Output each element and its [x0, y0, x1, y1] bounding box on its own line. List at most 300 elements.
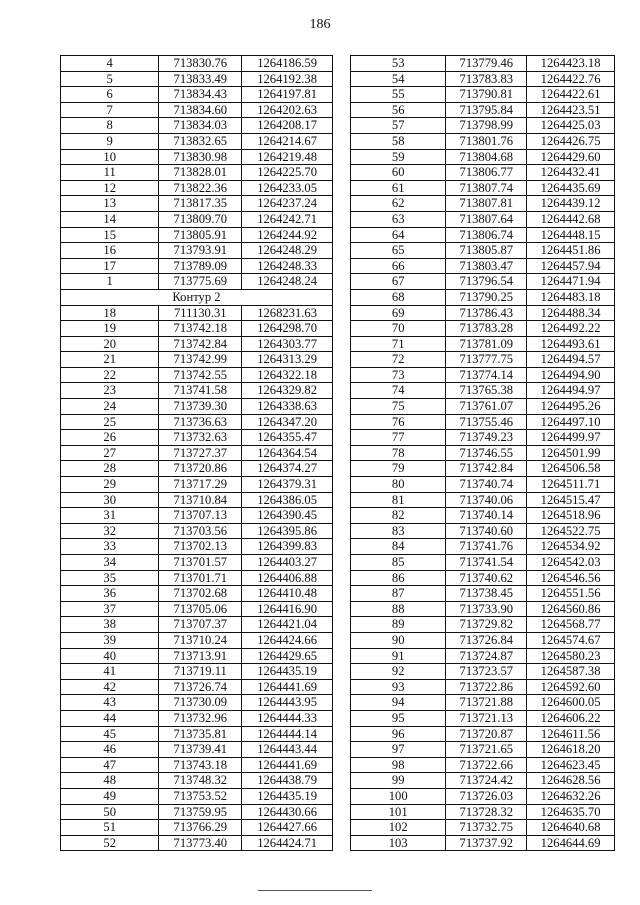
point-number-cell: 103 — [351, 835, 446, 851]
x-coordinate-cell: 713833.49 — [159, 71, 242, 87]
point-number-cell: 11 — [61, 165, 159, 181]
x-coordinate-cell: 713790.25 — [446, 289, 527, 305]
point-number-cell: 84 — [351, 539, 446, 555]
y-coordinate-cell: 1264233.05 — [242, 180, 333, 196]
x-coordinate-cell: 713727.37 — [159, 445, 242, 461]
point-number-cell: 17 — [61, 258, 159, 274]
x-coordinate-cell: 713777.75 — [446, 352, 527, 368]
x-coordinate-cell: 713737.92 — [446, 835, 527, 851]
y-coordinate-cell: 1264313.29 — [242, 352, 333, 368]
table-row — [61, 757, 333, 773]
table-row — [61, 383, 333, 399]
x-coordinate-cell: 713806.77 — [446, 165, 527, 181]
point-number-cell: 65 — [351, 243, 446, 259]
point-number-cell: 41 — [61, 664, 159, 680]
x-coordinate-cell: 713724.87 — [446, 648, 527, 664]
y-coordinate-cell: 1264495.26 — [527, 399, 615, 415]
x-coordinate-cell: 713739.41 — [159, 742, 242, 758]
point-number-cell: 35 — [61, 570, 159, 586]
table-row — [61, 508, 333, 524]
point-number-cell: 78 — [351, 445, 446, 461]
point-number-cell: 53 — [351, 56, 446, 72]
point-number-cell: 70 — [351, 321, 446, 337]
point-number-cell: 1 — [61, 274, 159, 290]
x-coordinate-cell: 713726.84 — [446, 632, 527, 648]
point-number-cell: 42 — [61, 679, 159, 695]
table-row — [61, 586, 333, 602]
x-coordinate-cell: 713735.81 — [159, 726, 242, 742]
table-row — [351, 149, 615, 165]
x-coordinate-cell: 713739.30 — [159, 399, 242, 415]
y-coordinate-cell: 1264379.31 — [242, 477, 333, 493]
point-number-cell: 99 — [351, 773, 446, 789]
table-row — [351, 586, 615, 602]
x-coordinate-cell: 713807.64 — [446, 211, 527, 227]
x-coordinate-cell: 713740.74 — [446, 477, 527, 493]
table-row — [61, 461, 333, 477]
point-number-cell: 34 — [61, 555, 159, 571]
table-row — [351, 726, 615, 742]
x-coordinate-cell: 713741.76 — [446, 539, 527, 555]
point-number-cell: 30 — [61, 492, 159, 508]
point-number-cell: 45 — [61, 726, 159, 742]
table-row — [61, 804, 333, 820]
x-coordinate-cell: 713724.42 — [446, 773, 527, 789]
y-coordinate-cell: 1264442.68 — [527, 211, 615, 227]
x-coordinate-cell: 713749.23 — [446, 430, 527, 446]
x-coordinate-cell: 713740.62 — [446, 570, 527, 586]
table-row — [351, 804, 615, 820]
point-number-cell: 79 — [351, 461, 446, 477]
x-coordinate-cell: 713807.74 — [446, 180, 527, 196]
table-row — [351, 367, 615, 383]
y-coordinate-cell: 1264219.48 — [242, 149, 333, 165]
point-number-cell: 25 — [61, 414, 159, 430]
y-coordinate-cell: 1264492.22 — [527, 321, 615, 337]
table-row — [351, 695, 615, 711]
y-coordinate-cell: 1264587.38 — [527, 664, 615, 680]
table-row — [351, 788, 615, 804]
table-row — [61, 570, 333, 586]
x-coordinate-cell: 713740.60 — [446, 523, 527, 539]
y-coordinate-cell: 1264632.26 — [527, 788, 615, 804]
x-coordinate-cell: 713775.69 — [159, 274, 242, 290]
y-coordinate-cell: 1264435.19 — [242, 788, 333, 804]
y-coordinate-cell: 1264427.66 — [242, 820, 333, 836]
point-number-cell: 32 — [61, 523, 159, 539]
table-row — [351, 555, 615, 571]
table-row — [61, 726, 333, 742]
y-coordinate-cell: 1264471.94 — [527, 274, 615, 290]
table-row — [351, 477, 615, 493]
x-coordinate-cell: 713741.54 — [446, 555, 527, 571]
y-coordinate-cell: 1264416.90 — [242, 601, 333, 617]
table-row — [61, 679, 333, 695]
point-number-cell: 38 — [61, 617, 159, 633]
y-coordinate-cell: 1264435.69 — [527, 180, 615, 196]
table-row — [351, 258, 615, 274]
point-number-cell: 59 — [351, 149, 446, 165]
table-row — [61, 555, 333, 571]
x-coordinate-cell: 713765.38 — [446, 383, 527, 399]
x-coordinate-cell: 713743.18 — [159, 757, 242, 773]
table-row — [61, 695, 333, 711]
point-number-cell: 15 — [61, 227, 159, 243]
point-number-cell: 93 — [351, 679, 446, 695]
x-coordinate-cell: 713728.32 — [446, 804, 527, 820]
table-row — [61, 56, 333, 72]
table-row — [351, 757, 615, 773]
point-number-cell: 48 — [61, 773, 159, 789]
point-number-cell: 10 — [61, 149, 159, 165]
y-coordinate-cell: 1264439.12 — [527, 196, 615, 212]
y-coordinate-cell: 1268231.63 — [242, 305, 333, 321]
table-row — [351, 243, 615, 259]
table-row — [351, 321, 615, 337]
y-coordinate-cell: 1264424.71 — [242, 835, 333, 851]
table-row — [61, 632, 333, 648]
y-coordinate-cell: 1264399.83 — [242, 539, 333, 555]
table-row — [351, 539, 615, 555]
point-number-cell: 47 — [61, 757, 159, 773]
table-row — [61, 243, 333, 259]
point-number-cell: 66 — [351, 258, 446, 274]
point-number-cell: 72 — [351, 352, 446, 368]
y-coordinate-cell: 1264640.68 — [527, 820, 615, 836]
point-number-cell: 21 — [61, 352, 159, 368]
point-number-cell: 69 — [351, 305, 446, 321]
coordinates-table-right — [350, 55, 615, 851]
x-coordinate-cell: 713729.82 — [446, 617, 527, 633]
x-coordinate-cell: 713817.35 — [159, 196, 242, 212]
point-number-cell: 57 — [351, 118, 446, 134]
table-row — [61, 399, 333, 415]
table-row — [351, 430, 615, 446]
y-coordinate-cell: 1264425.03 — [527, 118, 615, 134]
x-coordinate-cell: 713701.57 — [159, 555, 242, 571]
y-coordinate-cell: 1264444.14 — [242, 726, 333, 742]
y-coordinate-cell: 1264197.81 — [242, 87, 333, 103]
x-coordinate-cell: 713720.86 — [159, 461, 242, 477]
point-number-cell: 62 — [351, 196, 446, 212]
point-number-cell: 81 — [351, 492, 446, 508]
x-coordinate-cell: 713779.46 — [446, 56, 527, 72]
x-coordinate-cell: 713783.83 — [446, 71, 527, 87]
x-coordinate-cell: 713798.99 — [446, 118, 527, 134]
x-coordinate-cell: 713807.81 — [446, 196, 527, 212]
point-number-cell: 101 — [351, 804, 446, 820]
table-row — [61, 820, 333, 836]
point-number-cell: 4 — [61, 56, 159, 72]
y-coordinate-cell: 1264448.15 — [527, 227, 615, 243]
y-coordinate-cell: 1264494.97 — [527, 383, 615, 399]
x-coordinate-cell: 713732.63 — [159, 430, 242, 446]
table-row — [61, 773, 333, 789]
x-coordinate-cell: 713738.45 — [446, 586, 527, 602]
y-coordinate-cell: 1264303.77 — [242, 336, 333, 352]
table-row — [351, 180, 615, 196]
table-row — [351, 710, 615, 726]
table-row — [351, 820, 615, 836]
y-coordinate-cell: 1264493.61 — [527, 336, 615, 352]
table-row — [61, 601, 333, 617]
table-row — [61, 133, 333, 149]
table-row — [61, 336, 333, 352]
y-coordinate-cell: 1264483.18 — [527, 289, 615, 305]
x-coordinate-cell: 713781.09 — [446, 336, 527, 352]
y-coordinate-cell: 1264426.75 — [527, 133, 615, 149]
point-number-cell: 19 — [61, 321, 159, 337]
x-coordinate-cell: 713741.58 — [159, 383, 242, 399]
point-number-cell: 20 — [61, 336, 159, 352]
table-row — [351, 71, 615, 87]
table-row — [351, 196, 615, 212]
y-coordinate-cell: 1264248.29 — [242, 243, 333, 259]
point-number-cell: 50 — [61, 804, 159, 820]
table-row — [351, 211, 615, 227]
point-number-cell: 91 — [351, 648, 446, 664]
table-row — [61, 523, 333, 539]
point-number-cell: 94 — [351, 695, 446, 711]
table-row — [351, 664, 615, 680]
y-coordinate-cell: 1264421.04 — [242, 617, 333, 633]
table-row — [61, 258, 333, 274]
point-number-cell: 95 — [351, 710, 446, 726]
y-coordinate-cell: 1264534.92 — [527, 539, 615, 555]
point-number-cell: 82 — [351, 508, 446, 524]
table-row — [351, 289, 615, 305]
y-coordinate-cell: 1264390.45 — [242, 508, 333, 524]
table-row — [61, 414, 333, 430]
point-number-cell: 83 — [351, 523, 446, 539]
point-number-cell: 16 — [61, 243, 159, 259]
point-number-cell: 49 — [61, 788, 159, 804]
x-coordinate-cell: 713740.14 — [446, 508, 527, 524]
y-coordinate-cell: 1264386.05 — [242, 492, 333, 508]
y-coordinate-cell: 1264422.76 — [527, 71, 615, 87]
y-coordinate-cell: 1264628.56 — [527, 773, 615, 789]
x-coordinate-cell: 713766.29 — [159, 820, 242, 836]
table-row — [351, 383, 615, 399]
point-number-cell: 52 — [61, 835, 159, 851]
coordinates-table-left — [60, 55, 333, 851]
y-coordinate-cell: 1264422.61 — [527, 87, 615, 103]
y-coordinate-cell: 1264515.47 — [527, 492, 615, 508]
table-row — [61, 149, 333, 165]
point-number-cell: 102 — [351, 820, 446, 836]
x-coordinate-cell: 713805.87 — [446, 243, 527, 259]
point-number-cell: 64 — [351, 227, 446, 243]
x-coordinate-cell: 713830.76 — [159, 56, 242, 72]
point-number-cell: 90 — [351, 632, 446, 648]
x-coordinate-cell: 713834.03 — [159, 118, 242, 134]
table-row — [61, 710, 333, 726]
point-number-cell: 74 — [351, 383, 446, 399]
y-coordinate-cell: 1264329.82 — [242, 383, 333, 399]
table-row — [61, 102, 333, 118]
table-row — [351, 492, 615, 508]
y-coordinate-cell: 1264560.86 — [527, 601, 615, 617]
y-coordinate-cell: 1264430.66 — [242, 804, 333, 820]
table-row — [61, 367, 333, 383]
table-row — [61, 87, 333, 103]
y-coordinate-cell: 1264451.86 — [527, 243, 615, 259]
table-row — [351, 679, 615, 695]
page-number: 186 — [309, 17, 331, 32]
x-coordinate-cell: 713742.84 — [446, 461, 527, 477]
table-row — [351, 632, 615, 648]
table-row — [351, 648, 615, 664]
table-row — [61, 788, 333, 804]
x-coordinate-cell: 713719.11 — [159, 664, 242, 680]
y-coordinate-cell: 1264618.20 — [527, 742, 615, 758]
x-coordinate-cell: 713789.09 — [159, 258, 242, 274]
y-coordinate-cell: 1264347.20 — [242, 414, 333, 430]
x-coordinate-cell: 713703.56 — [159, 523, 242, 539]
y-coordinate-cell: 1264497.10 — [527, 414, 615, 430]
table-row — [351, 336, 615, 352]
table-row — [61, 648, 333, 664]
x-coordinate-cell: 713796.54 — [446, 274, 527, 290]
point-number-cell: 76 — [351, 414, 446, 430]
point-number-cell: 24 — [61, 399, 159, 415]
x-coordinate-cell: 713732.96 — [159, 710, 242, 726]
table-row — [61, 71, 333, 87]
table-row — [61, 321, 333, 337]
x-coordinate-cell: 713790.81 — [446, 87, 527, 103]
y-coordinate-cell: 1264568.77 — [527, 617, 615, 633]
y-coordinate-cell: 1264644.69 — [527, 835, 615, 851]
y-coordinate-cell: 1264438.79 — [242, 773, 333, 789]
y-coordinate-cell: 1264600.05 — [527, 695, 615, 711]
x-coordinate-cell: 713717.29 — [159, 477, 242, 493]
point-number-cell: 68 — [351, 289, 446, 305]
x-coordinate-cell: 713786.43 — [446, 305, 527, 321]
table-row — [61, 352, 333, 368]
y-coordinate-cell: 1264374.27 — [242, 461, 333, 477]
y-coordinate-cell: 1264443.44 — [242, 742, 333, 758]
section-row — [61, 289, 333, 305]
y-coordinate-cell: 1264244.92 — [242, 227, 333, 243]
table-row — [351, 508, 615, 524]
y-coordinate-cell: 1264423.51 — [527, 102, 615, 118]
point-number-cell: 14 — [61, 211, 159, 227]
point-number-cell: 58 — [351, 133, 446, 149]
table-row — [351, 617, 615, 633]
table-row — [351, 305, 615, 321]
x-coordinate-cell: 713726.74 — [159, 679, 242, 695]
point-number-cell: 75 — [351, 399, 446, 415]
y-coordinate-cell: 1264186.59 — [242, 56, 333, 72]
table-row — [351, 227, 615, 243]
y-coordinate-cell: 1264338.63 — [242, 399, 333, 415]
y-coordinate-cell: 1264494.57 — [527, 352, 615, 368]
y-coordinate-cell: 1264542.03 — [527, 555, 615, 571]
x-coordinate-cell: 713755.46 — [446, 414, 527, 430]
table-row — [351, 274, 615, 290]
y-coordinate-cell: 1264403.27 — [242, 555, 333, 571]
y-coordinate-cell: 1264214.67 — [242, 133, 333, 149]
table-row — [351, 352, 615, 368]
x-coordinate-cell: 713805.91 — [159, 227, 242, 243]
x-coordinate-cell: 713736.63 — [159, 414, 242, 430]
point-number-cell: 63 — [351, 211, 446, 227]
point-number-cell: 51 — [61, 820, 159, 836]
x-coordinate-cell: 713705.06 — [159, 601, 242, 617]
point-number-cell: 33 — [61, 539, 159, 555]
y-coordinate-cell: 1264522.75 — [527, 523, 615, 539]
y-coordinate-cell: 1264237.24 — [242, 196, 333, 212]
table-row — [61, 539, 333, 555]
x-coordinate-cell: 713830.98 — [159, 149, 242, 165]
y-coordinate-cell: 1264635.70 — [527, 804, 615, 820]
x-coordinate-cell: 713773.40 — [159, 835, 242, 851]
point-number-cell: 88 — [351, 601, 446, 617]
x-coordinate-cell: 713795.84 — [446, 102, 527, 118]
y-coordinate-cell: 1264406.88 — [242, 570, 333, 586]
point-number-cell: 89 — [351, 617, 446, 633]
x-coordinate-cell: 713834.60 — [159, 102, 242, 118]
y-coordinate-cell: 1264592.60 — [527, 679, 615, 695]
table-row — [351, 461, 615, 477]
y-coordinate-cell: 1264457.94 — [527, 258, 615, 274]
y-coordinate-cell: 1264410.48 — [242, 586, 333, 602]
x-coordinate-cell: 713742.18 — [159, 321, 242, 337]
point-number-cell: 28 — [61, 461, 159, 477]
table-row — [351, 773, 615, 789]
point-number-cell: 31 — [61, 508, 159, 524]
x-coordinate-cell: 713828.01 — [159, 165, 242, 181]
y-coordinate-cell: 1264192.38 — [242, 71, 333, 87]
x-coordinate-cell: 713834.43 — [159, 87, 242, 103]
point-number-cell: 23 — [61, 383, 159, 399]
table-row — [61, 477, 333, 493]
y-coordinate-cell: 1264429.60 — [527, 149, 615, 165]
point-number-cell: 56 — [351, 102, 446, 118]
table-row — [61, 445, 333, 461]
table-row — [351, 399, 615, 415]
table-row — [351, 133, 615, 149]
point-number-cell: 44 — [61, 710, 159, 726]
x-coordinate-cell: 713806.74 — [446, 227, 527, 243]
point-number-cell: 71 — [351, 336, 446, 352]
table-row — [61, 227, 333, 243]
point-number-cell: 98 — [351, 757, 446, 773]
x-coordinate-cell: 713740.06 — [446, 492, 527, 508]
table-row — [351, 742, 615, 758]
y-coordinate-cell: 1264499.97 — [527, 430, 615, 446]
y-coordinate-cell: 1264364.54 — [242, 445, 333, 461]
table-row — [61, 165, 333, 181]
table-row — [351, 87, 615, 103]
x-coordinate-cell: 713722.66 — [446, 757, 527, 773]
point-number-cell: 36 — [61, 586, 159, 602]
x-coordinate-cell: 713702.68 — [159, 586, 242, 602]
point-number-cell: 100 — [351, 788, 446, 804]
x-coordinate-cell: 713759.95 — [159, 804, 242, 820]
point-number-cell: 92 — [351, 664, 446, 680]
x-coordinate-cell: 713822.36 — [159, 180, 242, 196]
point-number-cell: 60 — [351, 165, 446, 181]
x-coordinate-cell: 713730.09 — [159, 695, 242, 711]
point-number-cell: 18 — [61, 305, 159, 321]
x-coordinate-cell: 713723.57 — [446, 664, 527, 680]
point-number-cell: 39 — [61, 632, 159, 648]
x-coordinate-cell: 713809.70 — [159, 211, 242, 227]
point-number-cell: 26 — [61, 430, 159, 446]
x-coordinate-cell: 713707.13 — [159, 508, 242, 524]
table-row — [351, 165, 615, 181]
